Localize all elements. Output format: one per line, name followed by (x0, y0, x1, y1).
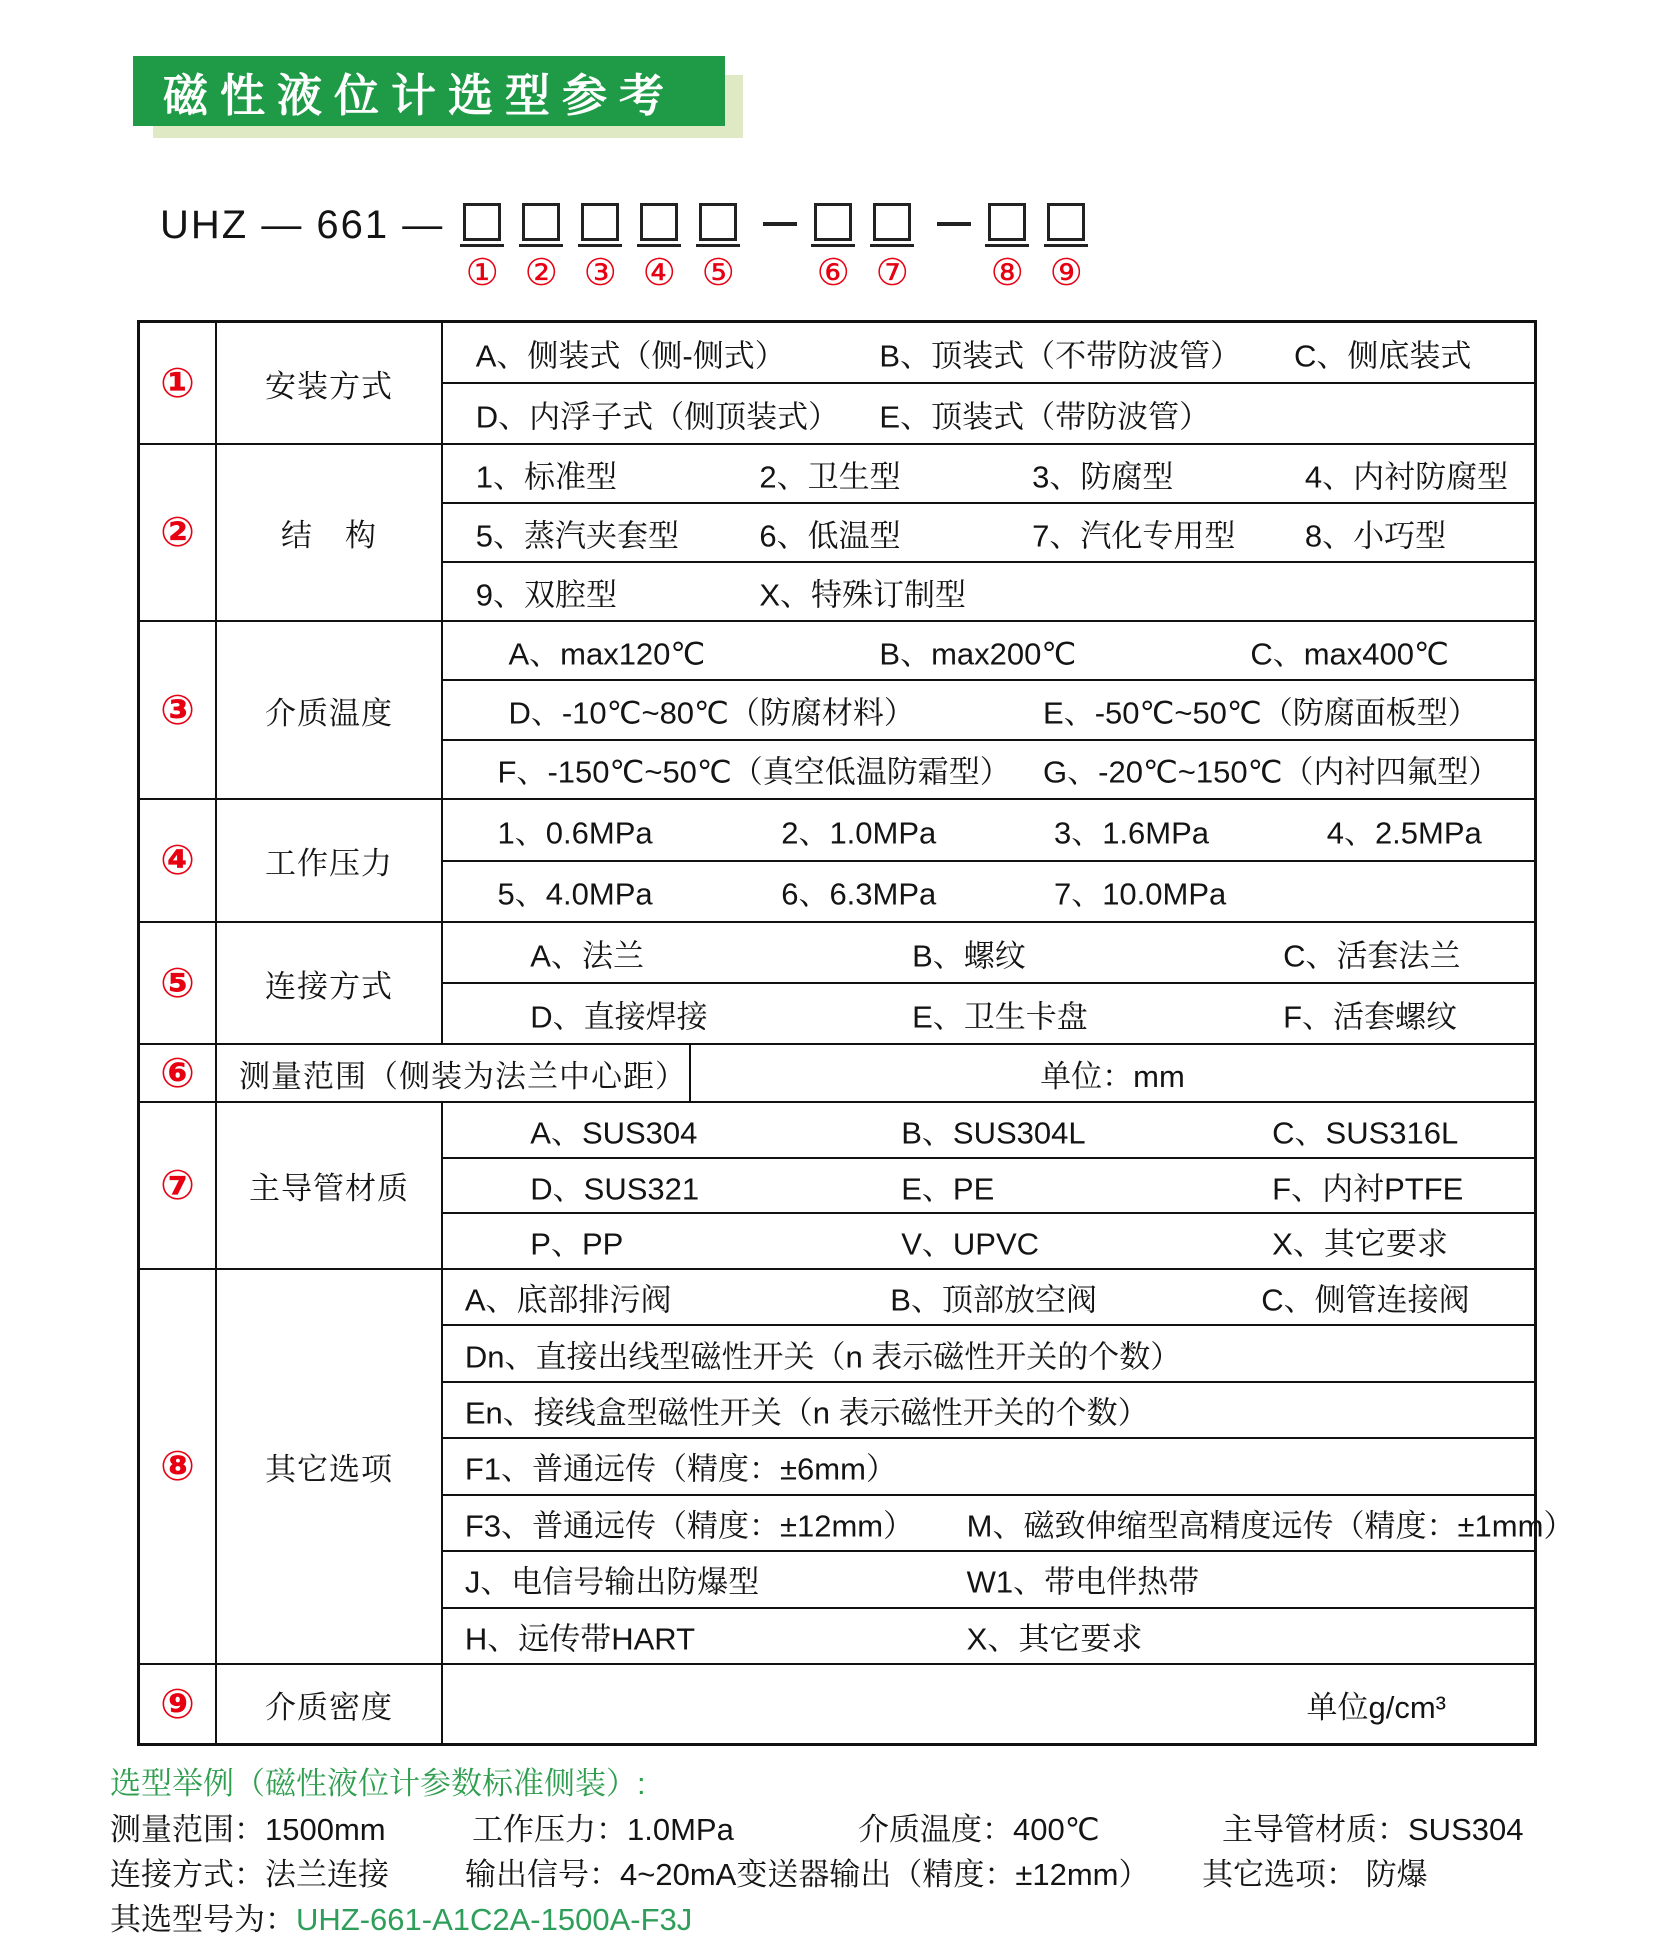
option-item: F、内衬PTFE (1272, 1171, 1464, 1206)
table-row (140, 1663, 1534, 1743)
option-item: V、UPVC (901, 1226, 1040, 1262)
option-item: F、-150℃~50℃（真空低温防霜型） (497, 754, 1011, 790)
code-box-underline (578, 244, 622, 247)
code-box-column (460, 203, 504, 292)
code-box-underline (519, 244, 563, 247)
options-cell (443, 923, 1534, 1043)
option-item: 6、低温型 (759, 518, 901, 553)
code-box-underline (870, 244, 914, 247)
row-label: 介质温度 (217, 622, 443, 798)
position-number-badge: ⑥ (816, 252, 850, 293)
code-box (522, 203, 560, 241)
option-item: C、max400℃ (1250, 636, 1449, 672)
row-number-cell (140, 445, 217, 620)
options-line (443, 1212, 1534, 1268)
option-item: X、其它要求 (966, 1621, 1143, 1657)
code-box-column (519, 203, 563, 292)
table-row (140, 443, 1534, 620)
options-line (443, 382, 1534, 443)
example-model-value: UHZ-661-A1C2A-1500A-F3J (296, 1902, 693, 1937)
option-item: J、电信号输出防爆型 (464, 1564, 760, 1600)
options-line (443, 800, 1534, 860)
code-box-underline (811, 244, 855, 247)
option-item: X、其它要求 (1272, 1226, 1448, 1262)
option-item: D、内浮子式（侧顶装式） (475, 399, 840, 434)
option-item: E、-50℃~50℃（防腐面板型） (1043, 695, 1479, 731)
option-item: 6、6.3MPa (781, 876, 937, 912)
example-segment: 工作压力：1.0MPa (472, 1812, 734, 1847)
row-number-cell (140, 1103, 217, 1268)
code-box-column (637, 203, 681, 292)
table-row (140, 1101, 1534, 1268)
option-item: B、螺纹 (912, 938, 1026, 973)
row-label: 其它选项 (217, 1270, 443, 1663)
table-row (140, 798, 1534, 921)
code-box-column (811, 203, 855, 292)
option-item: M、磁致伸缩型高精度远传（精度：±1mm） (966, 1508, 1575, 1544)
example-line-2 (110, 1849, 1560, 1892)
option-item: A、侧装式（侧-侧式） (475, 338, 786, 373)
row-number-badge: ② (160, 509, 195, 555)
options-cell (443, 800, 1534, 921)
row-label: 结 构 (217, 445, 443, 620)
options-line (443, 1270, 1534, 1324)
table-row (140, 1043, 1534, 1101)
option-item: F、活套螺纹 (1283, 999, 1457, 1034)
position-number-badge: ⑨ (1049, 252, 1083, 293)
row-number-badge: ⑨ (160, 1680, 195, 1727)
option-item: 3、1.6MPa (1053, 815, 1210, 851)
option-item: A、法兰 (530, 938, 644, 973)
table-row (140, 620, 1534, 798)
row-number-badge: ⑥ (160, 1049, 195, 1096)
option-item: 1、0.6MPa (497, 815, 653, 851)
row-number-badge: ⑧ (160, 1443, 195, 1489)
options-line (443, 445, 1534, 502)
option-item: B、max200℃ (879, 636, 1077, 672)
options-line (443, 1324, 1534, 1380)
code-box (814, 203, 852, 241)
options-line (443, 1381, 1534, 1437)
code-box-underline (460, 244, 504, 247)
option-item: D、直接焊接 (530, 999, 708, 1034)
option-item: D、SUS321 (530, 1171, 700, 1206)
example-model-line (110, 1894, 693, 1937)
row-number-cell (140, 923, 217, 1043)
option-item: C、侧管连接阀 (1261, 1282, 1470, 1318)
options-line (443, 860, 1534, 922)
options-line (443, 502, 1534, 561)
options-line (443, 1437, 1534, 1493)
option-item: 1、标准型 (475, 459, 617, 494)
dash-separator (763, 222, 797, 226)
row-number-cell (140, 800, 217, 921)
options-cell (443, 323, 1534, 443)
options-line (443, 739, 1534, 798)
code-box-underline (1044, 244, 1088, 247)
option-item: P、PP (530, 1226, 624, 1262)
option-item: 5、蒸汽夹套型 (475, 518, 679, 553)
dash-separator (937, 222, 971, 226)
position-number-badge: ④ (642, 252, 676, 293)
code-box (873, 203, 911, 241)
row-label: 连接方式 (217, 923, 443, 1043)
options-line (443, 679, 1534, 738)
example-heading: 选型举例（磁性液位计参数标准侧装）: (110, 1766, 646, 1801)
code-box (988, 203, 1026, 241)
options-line (443, 1607, 1534, 1663)
code-box-underline (985, 244, 1029, 247)
page-title: 磁性液位计选型参考 (163, 69, 677, 121)
option-item: F1、普通远传（精度：±6mm） (464, 1451, 897, 1487)
option-item: D、-10℃~80℃（防腐材料） (508, 695, 915, 731)
row-label: 工作压力 (217, 800, 443, 921)
option-item: 8、小巧型 (1304, 518, 1447, 553)
example-segment: 主导管材质：SUS304 (1222, 1812, 1524, 1847)
table-row (140, 323, 1534, 443)
code-box-underline (637, 244, 681, 247)
code-box-column (578, 203, 622, 292)
option-item: 2、卫生型 (759, 459, 901, 494)
example-segment: 其它选项： 防爆 (1202, 1857, 1428, 1892)
option-item: 2、1.0MPa (781, 815, 937, 851)
code-box (463, 203, 501, 241)
model-code-row (160, 203, 1103, 292)
table-row (140, 921, 1534, 1043)
example-segment: 介质温度：400℃ (858, 1812, 1100, 1847)
example-segment: 输出信号：4~20mA变送器输出（精度：±12mm） (465, 1857, 1150, 1892)
example-segment: 连接方式：法兰连接 (110, 1857, 389, 1892)
code-box (1047, 203, 1085, 241)
option-item: 7、10.0MPa (1053, 876, 1227, 912)
title-banner (133, 56, 725, 126)
option-item: A、SUS304 (530, 1115, 698, 1151)
row-number-cell (140, 1665, 217, 1743)
options-cell (443, 622, 1534, 798)
options-cell (443, 1103, 1534, 1268)
row-number-badge: ④ (160, 837, 195, 883)
position-number-badge: ⑧ (990, 252, 1024, 293)
option-item: C、SUS316L (1272, 1115, 1459, 1151)
option-item: B、顶部放空阀 (890, 1282, 1097, 1318)
option-item: 4、2.5MPa (1326, 815, 1482, 851)
row-number-cell (140, 1045, 217, 1101)
option-item: C、侧底装式 (1293, 338, 1472, 373)
options-cell (443, 445, 1534, 620)
options-line (443, 923, 1534, 982)
code-box-column (696, 203, 740, 292)
example-model-label: 其选型号为： (110, 1902, 296, 1937)
option-item: Dn、直接出线型磁性开关（n 表示磁性开关的个数） (464, 1339, 1182, 1375)
option-item: B、SUS304L (901, 1115, 1086, 1151)
position-number-badge: ① (465, 252, 499, 293)
position-number-badge: ③ (583, 252, 617, 293)
options-line (443, 622, 1534, 679)
row-label: 介质密度 (217, 1665, 443, 1743)
position-number-badge: ⑤ (701, 252, 735, 293)
option-item: 9、双腔型 (475, 577, 617, 612)
unit-cell: 单位：mm (1040, 1058, 1185, 1094)
option-item: H、远传带HART (464, 1621, 696, 1657)
row-label: 主导管材质 (217, 1103, 443, 1268)
row-label: 安装方式 (217, 323, 443, 443)
position-number-badge: ⑦ (875, 252, 909, 293)
options-line (443, 1157, 1534, 1213)
option-item: 3、防腐型 (1032, 459, 1174, 494)
option-item: F3、普通远传（精度：±12mm） (464, 1508, 915, 1544)
code-box (581, 203, 619, 241)
model-code-boxes (460, 203, 1103, 292)
option-item: E、PE (901, 1171, 995, 1206)
row-number-badge: ③ (160, 686, 195, 733)
row-label: 测量范围（侧装为法兰中心距） (217, 1045, 691, 1101)
option-item: A、max120℃ (508, 636, 706, 672)
option-item: 4、内衬防腐型 (1304, 459, 1509, 494)
option-item: X、特殊订制型 (759, 577, 967, 612)
row-number-badge: ⑦ (160, 1162, 195, 1208)
row-number-cell (140, 323, 217, 443)
code-box-column (870, 203, 914, 292)
example-line-1 (110, 1804, 1560, 1847)
option-item: En、接线盒型磁性开关（n 表示磁性开关的个数） (464, 1395, 1149, 1431)
option-item: 7、汽化专用型 (1032, 518, 1236, 553)
row-number-cell (140, 622, 217, 798)
model-code-prefix: UHZ — 661 — (160, 203, 445, 247)
code-box (640, 203, 678, 241)
options-line (443, 1550, 1534, 1606)
code-box-column (985, 203, 1029, 292)
row-number-cell (140, 1270, 217, 1663)
option-item: B、顶装式（不带防波管） (879, 338, 1242, 373)
option-item: E、顶装式（带防波管） (879, 399, 1211, 434)
option-item: 5、4.0MPa (497, 876, 653, 912)
option-item: A、底部排污阀 (464, 1282, 672, 1318)
options-line (443, 1103, 1534, 1157)
option-item: W1、带电伴热带 (966, 1564, 1200, 1600)
example-segment: 测量范围：1500mm (110, 1812, 386, 1847)
row-number-badge: ⑤ (160, 959, 195, 1006)
options-cell (443, 1270, 1575, 1663)
options-line (443, 323, 1534, 382)
code-box-column (1044, 203, 1088, 292)
position-number-badge: ② (524, 252, 558, 293)
option-item: G、-20℃~150℃（内衬四氟型） (1043, 754, 1500, 790)
code-box (699, 203, 737, 241)
code-box-underline (696, 244, 740, 247)
options-line (443, 982, 1534, 1043)
options-line (443, 561, 1534, 620)
row-number-badge: ① (160, 359, 195, 406)
options-line (443, 1494, 1575, 1550)
unit-cell: 单位g/cm³ (1306, 1689, 1446, 1725)
selection-table (137, 320, 1575, 1746)
option-item: C、活套法兰 (1283, 938, 1461, 973)
table-row (140, 1268, 1575, 1663)
option-item: E、卫生卡盘 (912, 999, 1088, 1034)
